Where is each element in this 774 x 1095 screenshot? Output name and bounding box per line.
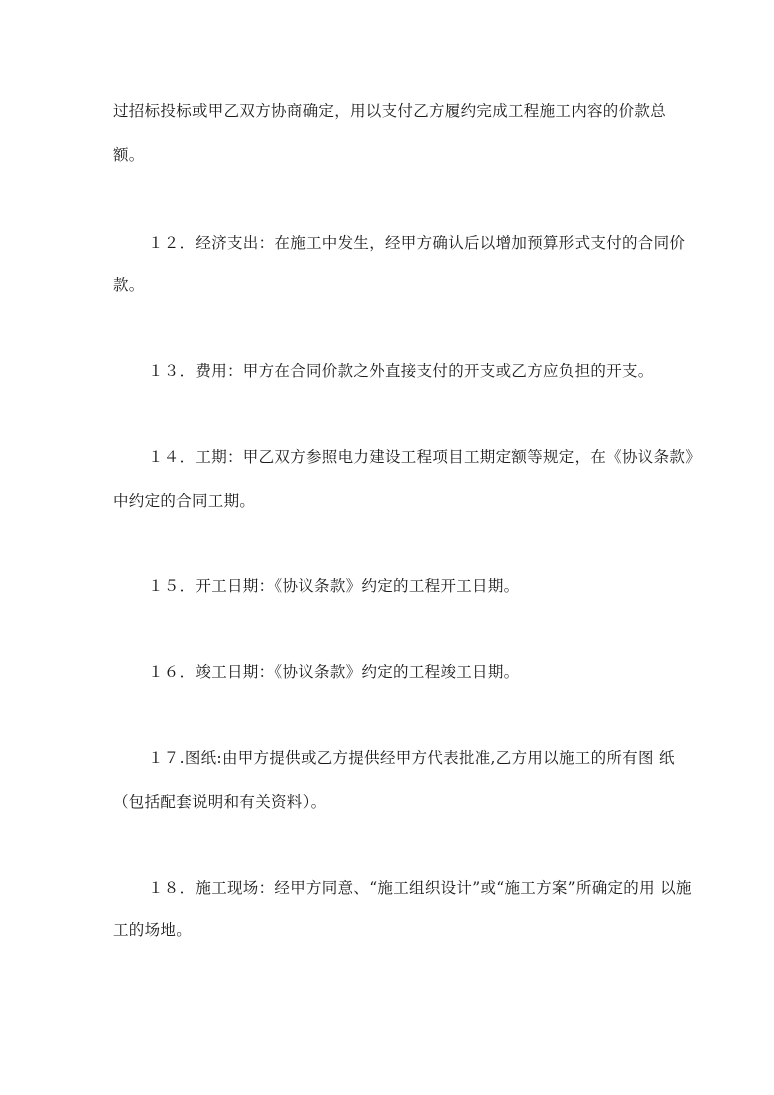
paragraph-13-line-1: １３．费用：甲方在合同价款之外直接支付的开支或乙方应负担的开支。 <box>148 362 654 380</box>
paragraph-18-line-2: 工的场地。 <box>113 921 193 939</box>
paragraph-11-line-2: 额。 <box>113 146 145 164</box>
paragraph-18-line-1: １８．施工现场：经甲方同意、“施工组织设计”或“施工方案”所确定的用 以施 <box>148 879 692 897</box>
paragraph-15-line-1: １５．开工日期：《协议条款》约定的工程开工日期。 <box>148 577 520 595</box>
paragraph-12-line-1: １２．经济支出：在施工中发生，经甲方确认后以增加预算形式支付的合同价 <box>148 234 686 252</box>
paragraph-17-line-2: （包括配套说明和有关资料）。 <box>113 793 327 811</box>
paragraph-14-line-1: １４．工期：甲乙双方参照电力建设工程项目工期定额等规定，在《协议条款》 <box>148 448 702 466</box>
paragraph-17-line-1: １７.图纸:由甲方提供或乙方提供经甲方代表批准,乙方用以施工的所有图 纸 <box>148 749 675 767</box>
paragraph-12-line-2: 款。 <box>113 276 145 294</box>
paragraph-14-line-2: 中约定的合同工期。 <box>113 492 256 510</box>
paragraph-16-line-1: １６．竣工日期：《协议条款》约定的工程竣工日期。 <box>148 663 520 681</box>
paragraph-11-line-1: 过招标投标或甲乙双方协商确定，用以支付乙方履约完成工程施工内容的价款总 <box>113 102 667 120</box>
